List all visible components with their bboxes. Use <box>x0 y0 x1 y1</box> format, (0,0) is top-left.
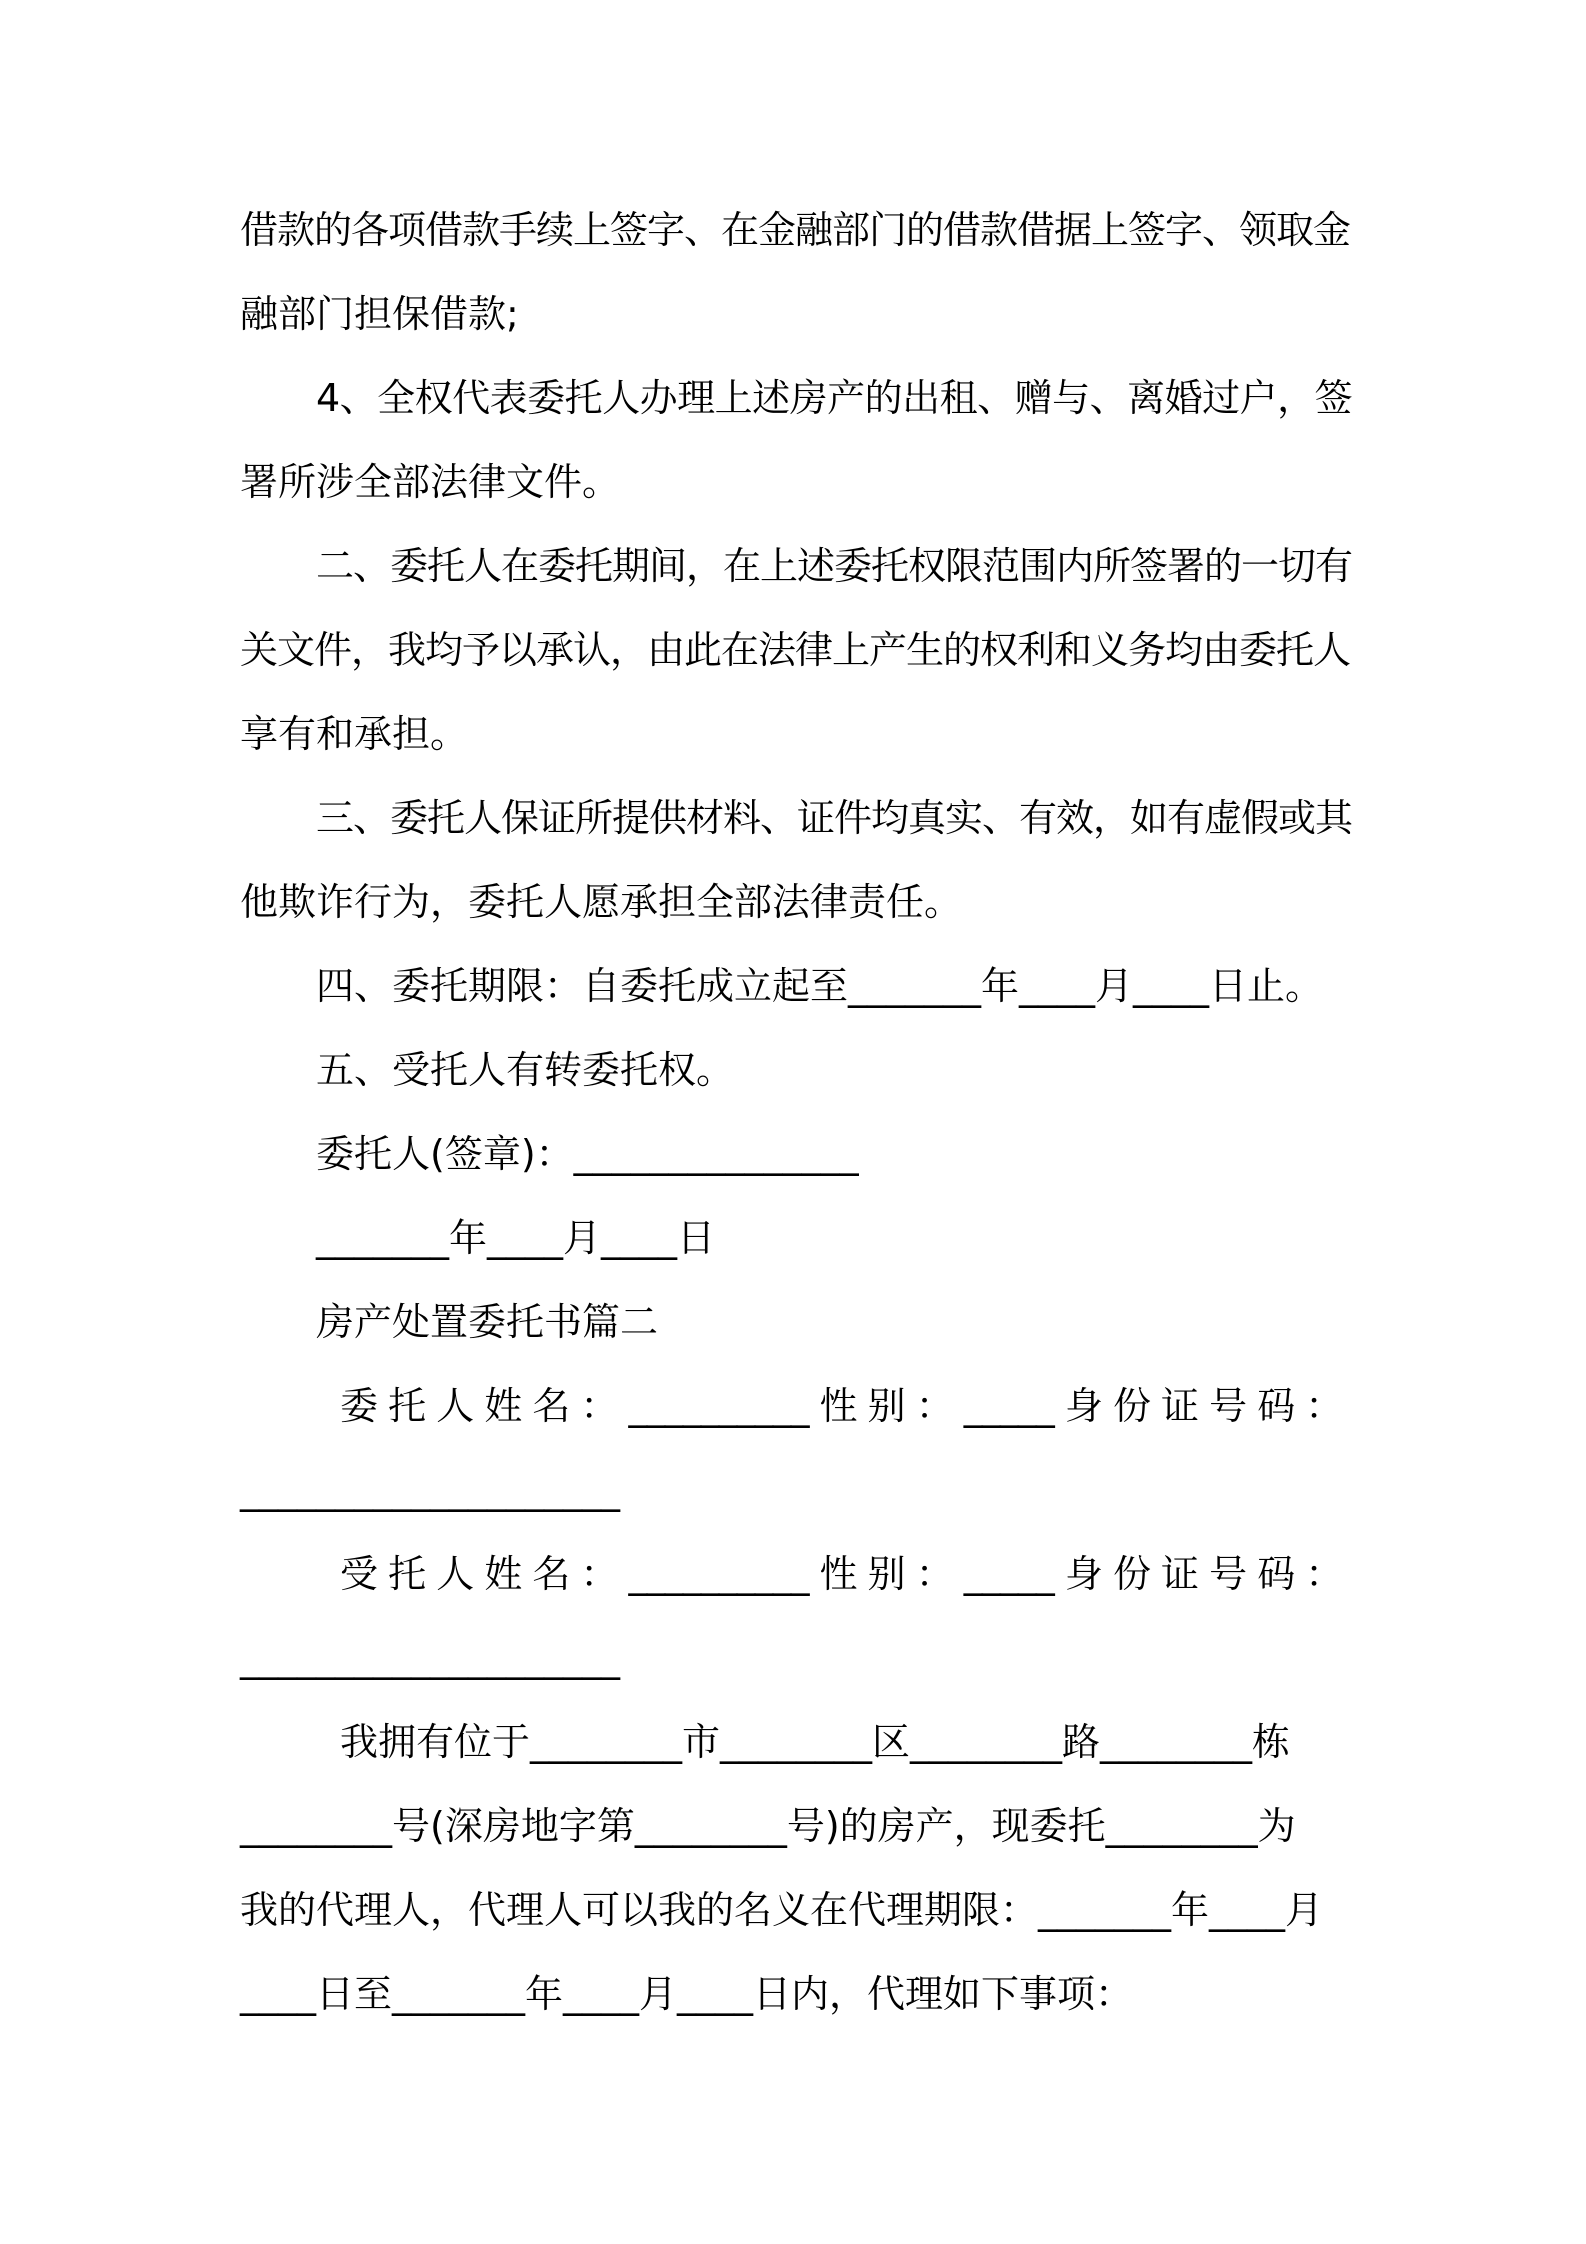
signature-date-line: _______年____月____日 <box>316 1216 716 1260</box>
principal-info-line: 委 托 人 姓 名 ： __________ 性 别 ： _____ 身 份 证 号 码 ： <box>340 1384 1343 1428</box>
clause-4: 4、全权代表委托人办理上述房产的出租、赠与、离婚过户，签 <box>316 376 1353 420</box>
paragraph-line: 融部门担保借款; <box>240 292 519 336</box>
paragraph-line: ____日至_______年____月____日内，代理如下事项： <box>240 1972 1134 2016</box>
property-address-line: 我拥有位于________市________区________路________栋 <box>340 1720 1291 1764</box>
clause-4-term: 四、委托期限：自委托成立起至_______年____月____日止。 <box>316 964 1324 1008</box>
paragraph-line: 署所涉全部法律文件。 <box>240 460 621 504</box>
agent-info-line: 受 托 人 姓 名 ： __________ 性 别 ： _____ 身 份 证 号 码 ： <box>340 1552 1343 1596</box>
paragraph-line: 我的代理人，代理人可以我的名义在代理期限：_______年____月 <box>240 1888 1324 1932</box>
clause-3: 三、委托人保证所提供材料、证件均真实、有效，如有虚假或其 <box>316 796 1353 840</box>
principal-id-blank: ____________________ <box>240 1468 620 1512</box>
principal-signature-line: 委托人(签章)：_______________ <box>316 1132 859 1176</box>
paragraph-line: 关文件，我均予以承认，由此在法律上产生的权利和义务均由委托人 <box>240 628 1351 672</box>
clause-5: 五、受托人有转委托权。 <box>316 1048 735 1092</box>
clause-2: 二、委托人在委托期间，在上述委托权限范围内所签署的一切有 <box>316 544 1353 588</box>
paragraph-line: ________号(深房地字第________号)的房产，现委托________为 <box>240 1804 1296 1848</box>
paragraph-line: 借款的各项借款手续上签字、在金融部门的借款借据上签字、领取金 <box>240 208 1351 252</box>
section-heading: 房产处置委托书篇二 <box>316 1300 659 1344</box>
paragraph-line: 他欺诈行为，委托人愿承担全部法律责任。 <box>240 880 963 924</box>
paragraph-line: 享有和承担。 <box>240 712 469 756</box>
agent-id-blank: ____________________ <box>240 1636 620 1680</box>
